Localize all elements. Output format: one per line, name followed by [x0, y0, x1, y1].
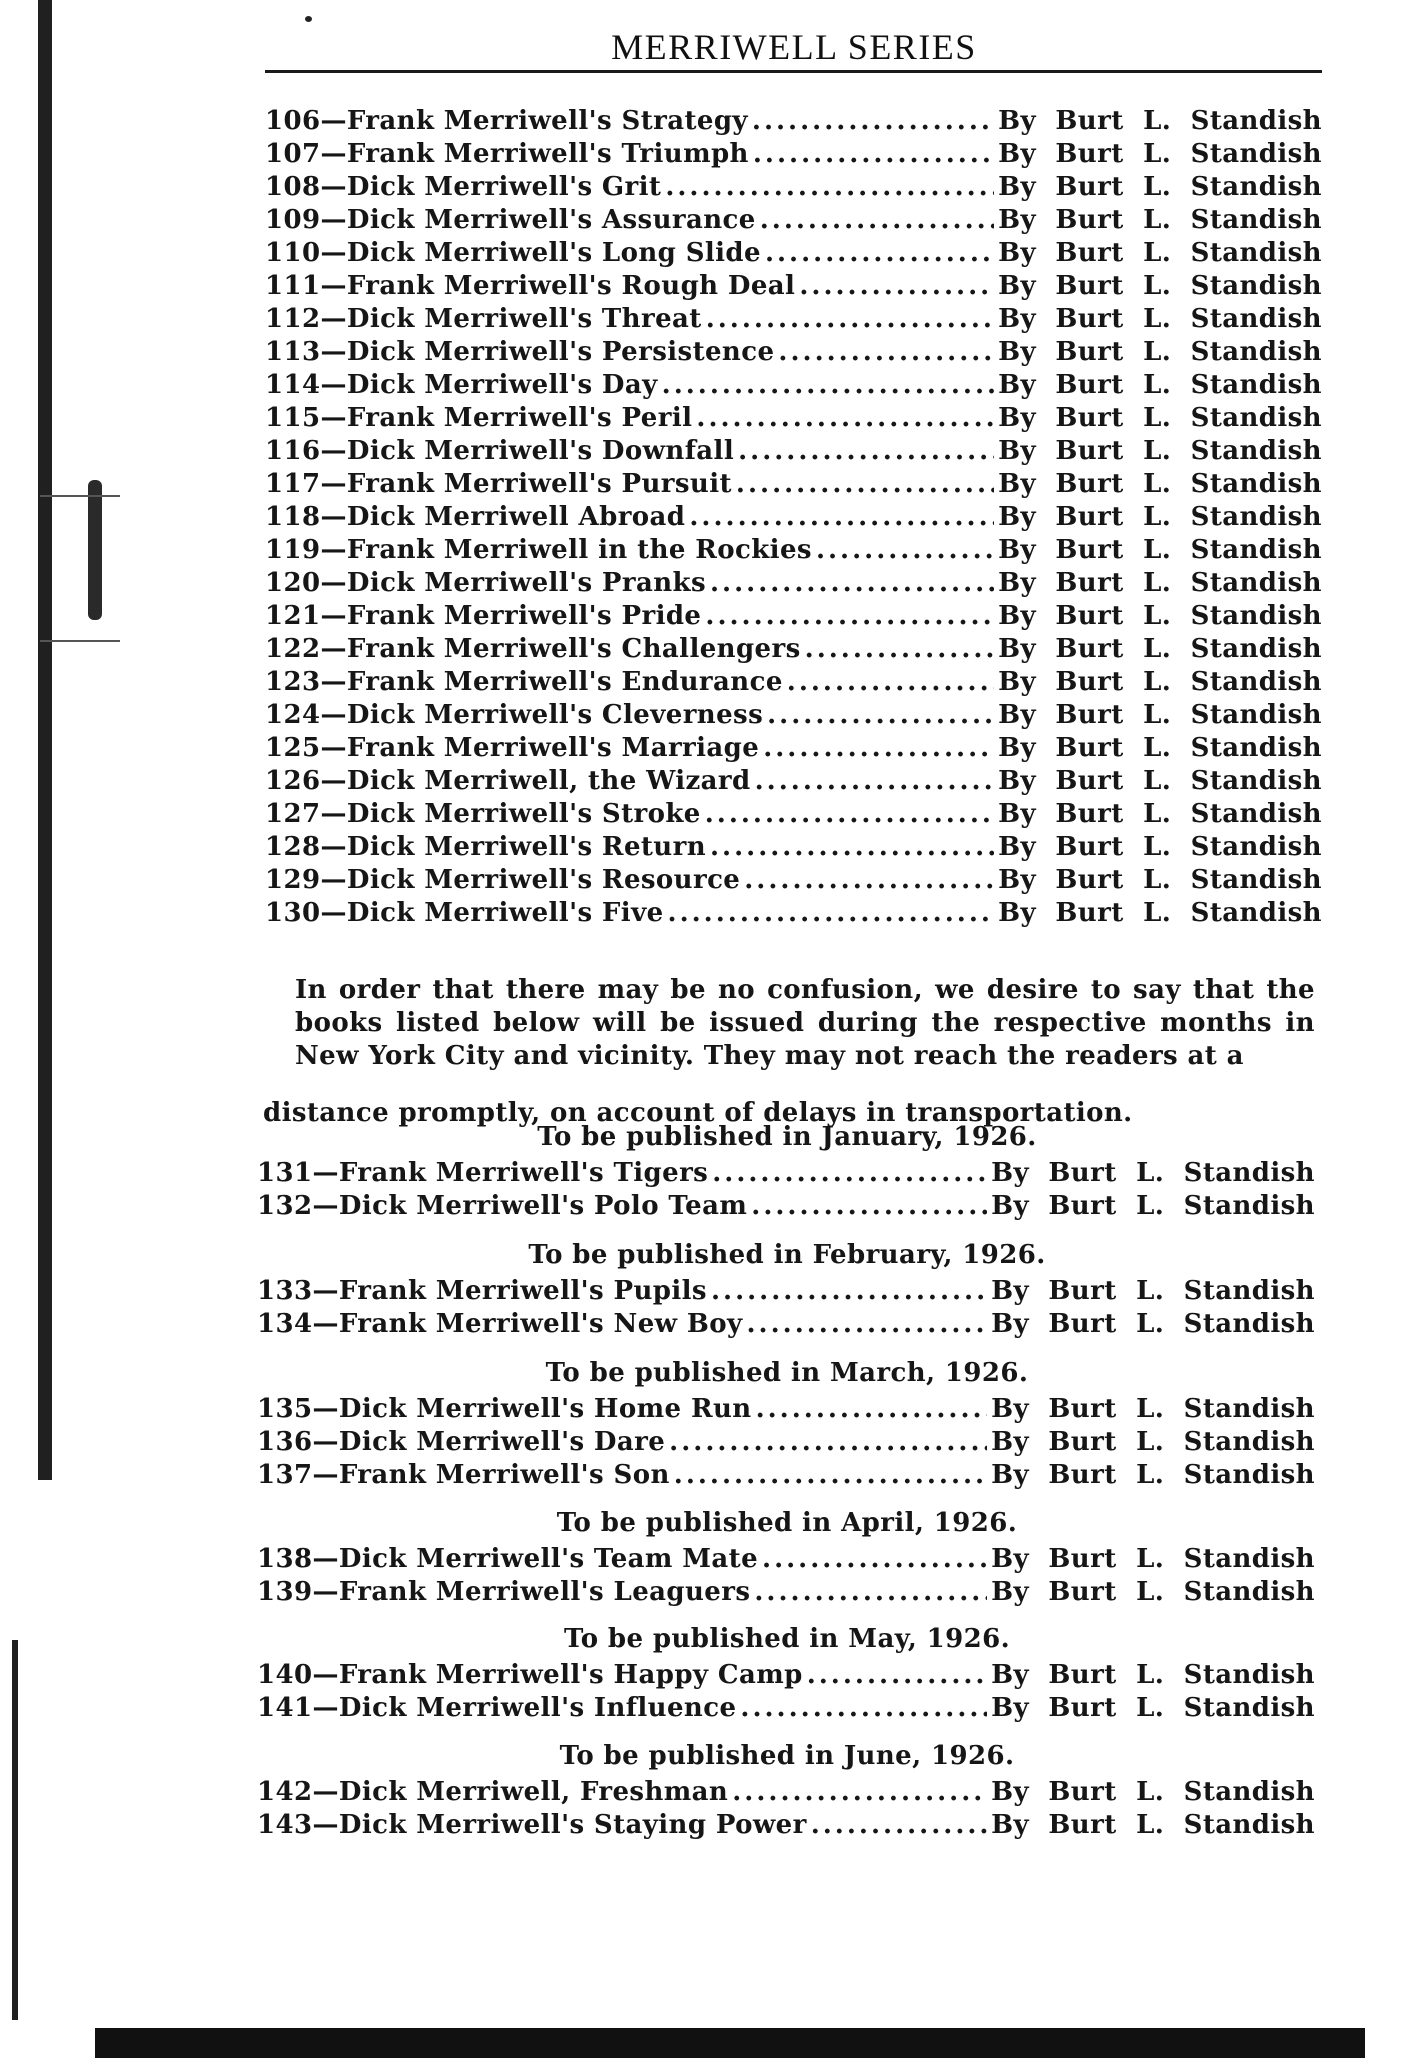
- book-list-item: [257, 1276, 1315, 1309]
- book-title: Dick Merriwell Abroad: [346, 502, 686, 532]
- book-list-item: [265, 106, 1322, 139]
- em-dash: —: [312, 1693, 339, 1723]
- book-list-item: [257, 1460, 1315, 1493]
- book-number: 112: [265, 304, 321, 334]
- book-title: Frank Merriwell's Challengers: [346, 634, 801, 664]
- book-title: Dick Merriwell's Long Slide: [346, 238, 761, 268]
- em-dash: —: [312, 1191, 339, 1221]
- book-author: By Burt L. Standish: [998, 832, 1322, 862]
- book-author: By Burt L. Standish: [998, 106, 1322, 136]
- dot-leader: [753, 139, 994, 169]
- book-title: Frank Merriwell's Endurance: [346, 667, 783, 697]
- em-dash: —: [312, 1460, 339, 1490]
- book-list-item: [265, 370, 1322, 403]
- dot-leader: [669, 1427, 987, 1457]
- em-dash: —: [320, 337, 347, 367]
- dot-leader: [747, 1309, 988, 1339]
- dot-leader: [732, 1777, 987, 1807]
- book-author: By Burt L. Standish: [998, 898, 1322, 928]
- header-rule: [265, 70, 1322, 73]
- book-number: 135: [257, 1394, 313, 1424]
- book-title: Frank Merriwell's Marriage: [346, 733, 760, 763]
- dot-leader: [705, 799, 994, 829]
- book-number: 106: [265, 106, 321, 136]
- book-number: 107: [265, 139, 321, 169]
- book-author: By Burt L. Standish: [998, 469, 1322, 499]
- book-author: By Burt L. Standish: [998, 799, 1322, 829]
- book-number: 136: [257, 1427, 313, 1457]
- dot-leader: [778, 337, 994, 367]
- book-author: By Burt L. Standish: [998, 304, 1322, 334]
- book-list-item: [265, 172, 1322, 205]
- em-dash: —: [320, 832, 347, 862]
- book-list-item: [257, 1544, 1315, 1577]
- book-number: 117: [265, 469, 321, 499]
- dot-leader: [754, 1577, 987, 1607]
- dot-leader: [752, 106, 994, 136]
- book-title: Frank Merriwell's Triumph: [346, 139, 749, 169]
- margin-line-mark: [40, 640, 120, 642]
- em-dash: —: [312, 1777, 339, 1807]
- book-list-item: [265, 436, 1322, 469]
- book-number: 122: [265, 634, 321, 664]
- book-number: 124: [265, 700, 321, 730]
- dot-leader: [710, 832, 994, 862]
- book-author: By Burt L. Standish: [998, 865, 1322, 895]
- book-title: Frank Merriwell's Strategy: [346, 106, 748, 136]
- book-author: By Burt L. Standish: [998, 766, 1322, 796]
- book-title: Frank Merriwell's Happy Camp: [338, 1660, 803, 1690]
- dot-leader: [811, 1810, 987, 1840]
- book-number: 118: [265, 502, 321, 532]
- dot-leader: [787, 667, 994, 697]
- dot-leader: [744, 865, 994, 895]
- book-title: Frank Merriwell's New Boy: [338, 1309, 743, 1339]
- dot-leader: [805, 634, 994, 664]
- book-author: By Burt L. Standish: [998, 535, 1322, 565]
- book-author: By Burt L. Standish: [998, 700, 1322, 730]
- em-dash: —: [320, 172, 347, 202]
- book-number: 115: [265, 403, 321, 433]
- book-author: By Burt L. Standish: [998, 436, 1322, 466]
- book-title: Frank Merriwell's Pupils: [338, 1276, 707, 1306]
- dot-leader: [706, 304, 994, 334]
- book-number: 137: [257, 1460, 313, 1490]
- em-dash: —: [320, 469, 347, 499]
- dot-leader: [763, 733, 994, 763]
- book-number: 133: [257, 1276, 313, 1306]
- em-dash: —: [312, 1427, 339, 1457]
- book-author: By Burt L. Standish: [991, 1777, 1315, 1807]
- dot-leader: [668, 898, 995, 928]
- dot-leader: [740, 1693, 987, 1723]
- dot-leader: [755, 766, 994, 796]
- book-title: Dick Merriwell's Assurance: [346, 205, 756, 235]
- em-dash: —: [312, 1276, 339, 1306]
- book-author: By Burt L. Standish: [991, 1427, 1315, 1457]
- book-number: 119: [265, 535, 321, 565]
- book-list-item: [257, 1309, 1315, 1342]
- margin-line-mark: [40, 495, 120, 497]
- notice-paragraph: [295, 974, 1315, 1073]
- book-number: 129: [265, 865, 321, 895]
- dot-leader: [712, 1158, 987, 1188]
- book-title: Dick Merriwell's Threat: [346, 304, 702, 334]
- em-dash: —: [312, 1394, 339, 1424]
- book-title: Dick Merriwell's Pranks: [346, 568, 706, 598]
- em-dash: —: [320, 733, 347, 763]
- em-dash: —: [320, 766, 347, 796]
- book-author: By Burt L. Standish: [998, 601, 1322, 631]
- dot-leader: [738, 436, 994, 466]
- book-title: Dick Merriwell's Resource: [346, 865, 741, 895]
- book-list-item: [265, 733, 1322, 766]
- book-title: Frank Merriwell's Leaguers: [338, 1577, 751, 1607]
- book-author: By Burt L. Standish: [991, 1191, 1315, 1221]
- book-list-item: [257, 1394, 1315, 1427]
- book-title: Frank Merriwell's Pride: [346, 601, 702, 631]
- book-number: 134: [257, 1309, 313, 1339]
- book-number: 127: [265, 799, 321, 829]
- book-list-item: [265, 634, 1322, 667]
- em-dash: —: [320, 799, 347, 829]
- book-list-item: [265, 700, 1322, 733]
- book-title: Dick Merriwell's Grit: [346, 172, 662, 202]
- book-title: Dick Merriwell's Return: [346, 832, 706, 862]
- em-dash: —: [320, 106, 347, 136]
- book-title: Dick Merriwell's Day: [346, 370, 658, 400]
- page-title: [0, 26, 1423, 68]
- em-dash: —: [312, 1660, 339, 1690]
- dot-leader: [765, 238, 994, 268]
- book-author: By Burt L. Standish: [998, 403, 1322, 433]
- em-dash: —: [320, 403, 347, 433]
- book-author: By Burt L. Standish: [991, 1158, 1315, 1188]
- book-number: 140: [257, 1660, 313, 1690]
- book-number: 139: [257, 1577, 313, 1607]
- em-dash: —: [320, 304, 347, 334]
- book-title: Frank Merriwell's Tigers: [338, 1158, 709, 1188]
- em-dash: —: [320, 634, 347, 664]
- book-list-item: [265, 502, 1322, 535]
- book-number: 123: [265, 667, 321, 697]
- dot-leader: [662, 370, 994, 400]
- book-list-item: [265, 139, 1322, 172]
- book-number: 120: [265, 568, 321, 598]
- dot-leader: [711, 1276, 987, 1306]
- em-dash: —: [312, 1577, 339, 1607]
- book-title: Frank Merriwell in the Rockies: [346, 535, 812, 565]
- scan-binding-edge: [8, 0, 22, 2058]
- dot-leader: [689, 502, 994, 532]
- binding-shadow-lower: [12, 1640, 18, 2020]
- em-dash: —: [312, 1309, 339, 1339]
- notice-text: In order that there may be no confusion, we desire to say that the books listed below will be issued during the respective months in New York City and vicinity. They may not reach the readers at a: [295, 975, 1315, 1071]
- margin-smudge: [88, 480, 102, 620]
- book-list-item: [265, 832, 1322, 865]
- dot-leader: [767, 700, 994, 730]
- book-list-item: [265, 304, 1322, 337]
- book-number: 138: [257, 1544, 313, 1574]
- book-title: Frank Merriwell's Rough Deal: [346, 271, 796, 301]
- book-author: By Burt L. Standish: [998, 337, 1322, 367]
- page-title-text: MERRIWELL SERIES: [611, 27, 977, 67]
- book-list-item: [265, 766, 1322, 799]
- book-author: By Burt L. Standish: [991, 1577, 1315, 1607]
- book-list-item: [257, 1191, 1315, 1224]
- book-list-item: [257, 1660, 1315, 1693]
- book-number: 125: [265, 733, 321, 763]
- book-title: Dick Merriwell's Persistence: [346, 337, 775, 367]
- book-number: 132: [257, 1191, 313, 1221]
- schedule-heading: To be published in May, 1926.: [563, 1624, 1011, 1654]
- book-author: By Burt L. Standish: [998, 205, 1322, 235]
- book-number: 113: [265, 337, 321, 367]
- em-dash: —: [320, 700, 347, 730]
- book-list-item: [265, 271, 1322, 304]
- dot-leader: [760, 205, 994, 235]
- schedule-heading: To be published in January, 1926.: [537, 1122, 1037, 1152]
- book-list-item: [265, 667, 1322, 700]
- book-author: By Burt L. Standish: [991, 1276, 1315, 1306]
- book-number: 121: [265, 601, 321, 631]
- em-dash: —: [320, 436, 347, 466]
- em-dash: —: [320, 568, 347, 598]
- em-dash: —: [320, 205, 347, 235]
- book-title: Dick Merriwell's Polo Team: [338, 1191, 748, 1221]
- dot-leader: [756, 1394, 988, 1424]
- book-list-item: [257, 1158, 1315, 1191]
- book-number: 108: [265, 172, 321, 202]
- book-number: 114: [265, 370, 321, 400]
- em-dash: —: [320, 667, 347, 697]
- book-title: Dick Merriwell's Team Mate: [338, 1544, 759, 1574]
- book-list-item: [257, 1693, 1315, 1726]
- dot-leader: [674, 1460, 987, 1490]
- schedule-heading: To be published in April, 1926.: [556, 1508, 1018, 1538]
- book-title: Frank Merriwell's Son: [338, 1460, 670, 1490]
- dot-leader: [736, 469, 994, 499]
- book-number: 131: [257, 1158, 313, 1188]
- book-list-item: [265, 898, 1322, 931]
- book-list-item: [257, 1810, 1315, 1843]
- book-list-item: [265, 469, 1322, 502]
- book-list-item: [265, 238, 1322, 271]
- ink-dot: [305, 16, 312, 22]
- book-number: 116: [265, 436, 321, 466]
- book-author: By Burt L. Standish: [991, 1810, 1315, 1840]
- book-list-item: [265, 568, 1322, 601]
- book-title: Dick Merriwell's Five: [346, 898, 664, 928]
- em-dash: —: [320, 898, 347, 928]
- book-number: 109: [265, 205, 321, 235]
- schedule-heading: To be published in March, 1926.: [545, 1358, 1029, 1388]
- book-author: By Burt L. Standish: [998, 733, 1322, 763]
- notice-last-line: distance promptly, on account of delays in transportation.: [263, 1098, 1133, 1128]
- book-title: Dick Merriwell's Home Run: [338, 1394, 752, 1424]
- book-number: 142: [257, 1777, 313, 1807]
- book-title: Dick Merriwell's Cleverness: [346, 700, 764, 730]
- book-number: 126: [265, 766, 321, 796]
- em-dash: —: [320, 370, 347, 400]
- dot-leader: [807, 1660, 987, 1690]
- book-list-item: [265, 799, 1322, 832]
- scan-bottom-edge: [95, 2028, 1365, 2058]
- book-list-item: [265, 337, 1322, 370]
- book-list-item: [257, 1577, 1315, 1610]
- book-author: By Burt L. Standish: [998, 568, 1322, 598]
- book-list-item: [257, 1427, 1315, 1460]
- em-dash: —: [320, 271, 347, 301]
- book-list-item: [265, 535, 1322, 568]
- book-title: Frank Merriwell's Pursuit: [346, 469, 732, 499]
- em-dash: —: [312, 1544, 339, 1574]
- binding-shadow-upper: [38, 0, 52, 1480]
- book-author: By Burt L. Standish: [991, 1544, 1315, 1574]
- dot-leader: [751, 1191, 987, 1221]
- dot-leader: [799, 271, 994, 301]
- em-dash: —: [320, 238, 347, 268]
- schedule-heading: To be published in February, 1926.: [528, 1240, 1046, 1270]
- book-author: By Burt L. Standish: [998, 667, 1322, 697]
- em-dash: —: [320, 502, 347, 532]
- em-dash: —: [320, 535, 347, 565]
- book-author: By Burt L. Standish: [991, 1309, 1315, 1339]
- em-dash: —: [320, 139, 347, 169]
- book-list-item: [265, 601, 1322, 634]
- dot-leader: [762, 1544, 987, 1574]
- book-title: Dick Merriwell's Influence: [338, 1693, 737, 1723]
- book-list-item: [265, 865, 1322, 898]
- dot-leader: [710, 568, 994, 598]
- book-title: Dick Merriwell, the Wizard: [346, 766, 751, 796]
- dot-leader: [665, 172, 994, 202]
- book-title: Dick Merriwell's Dare: [338, 1427, 666, 1457]
- schedule-heading: To be published in June, 1926.: [559, 1741, 1015, 1771]
- book-author: By Burt L. Standish: [991, 1660, 1315, 1690]
- book-author: By Burt L. Standish: [998, 172, 1322, 202]
- em-dash: —: [320, 865, 347, 895]
- book-author: By Burt L. Standish: [991, 1693, 1315, 1723]
- book-author: By Burt L. Standish: [998, 238, 1322, 268]
- book-title: Frank Merriwell's Peril: [346, 403, 693, 433]
- book-number: 130: [265, 898, 321, 928]
- book-title: Dick Merriwell, Freshman: [338, 1777, 729, 1807]
- em-dash: —: [320, 601, 347, 631]
- em-dash: —: [312, 1158, 339, 1188]
- book-list-item: [265, 205, 1322, 238]
- book-author: By Burt L. Standish: [991, 1394, 1315, 1424]
- book-author: By Burt L. Standish: [998, 370, 1322, 400]
- book-author: By Burt L. Standish: [998, 271, 1322, 301]
- book-list-item: [257, 1777, 1315, 1810]
- em-dash: —: [312, 1810, 339, 1840]
- book-number: 110: [265, 238, 321, 268]
- dot-leader: [696, 403, 994, 433]
- book-title: Dick Merriwell's Stroke: [346, 799, 701, 829]
- book-list-item: [265, 403, 1322, 436]
- book-author: By Burt L. Standish: [998, 139, 1322, 169]
- book-title: Dick Merriwell's Staying Power: [338, 1810, 807, 1840]
- dot-leader: [816, 535, 994, 565]
- dot-leader: [705, 601, 994, 631]
- book-number: 128: [265, 832, 321, 862]
- book-number: 111: [265, 271, 321, 301]
- book-author: By Burt L. Standish: [991, 1460, 1315, 1490]
- book-number: 141: [257, 1693, 313, 1723]
- book-author: By Burt L. Standish: [998, 634, 1322, 664]
- book-number: 143: [257, 1810, 313, 1840]
- book-title: Dick Merriwell's Downfall: [346, 436, 735, 466]
- book-author: By Burt L. Standish: [998, 502, 1322, 532]
